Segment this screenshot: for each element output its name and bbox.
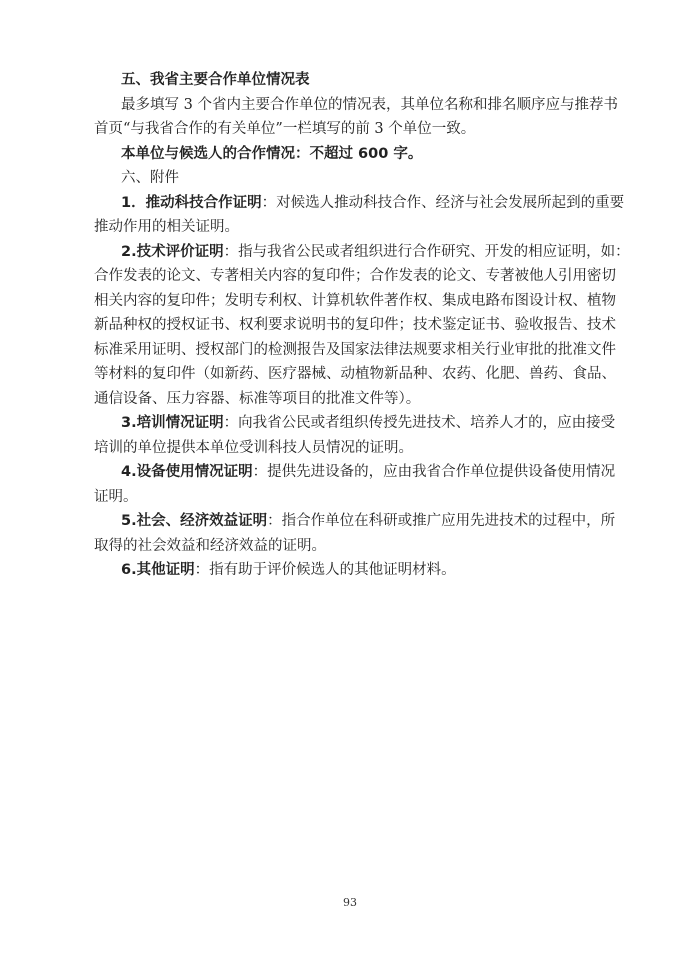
page-content [94,68,630,583]
cooperation-note: 本单位与候选人的合作情况：不超过 600 字。 [121,145,423,162]
attachment-item-text: 新品种权的授权证书、权利要求说明书的复印件；技术鉴定证书、验收报告、技术 [94,317,616,333]
attachment-item [94,240,630,265]
attachment-item-text: 通信设备、压力容器、标准等项目的批准文件等）。 [94,390,421,407]
attachment-item-title: 5.社会、经济效益证明 [121,513,268,529]
attachment-item-text: ：提供先进设备的，应由我省合作单位提供设备使用情况 [252,464,616,480]
attachment-item-title: 3.培训情况证明 [121,415,224,431]
attachment-item-text: ：指合作单位在科研或推广应用先进技术的过程中，所 [267,513,616,529]
attachment-item-text: 培训的单位提供本单位受训科技人员情况的证明。 [94,439,413,456]
attachment-item-text: 合作发表的论文、专著相关内容的复印件；合作发表的论文、专著被他人引用密切 [94,268,616,284]
attachment-item [94,558,614,583]
attachment-item-text: ：指与我省公民或者组织进行合作研究、开发的相应证明，如： [223,243,630,260]
attachment-item [94,411,614,436]
page-number: 93 [343,896,357,909]
section-five-heading: 五、我省主要合作单位情况表 [121,72,310,88]
attachment-item-text: 证明。 [94,488,138,505]
attachment-item-text: 标准采用证明、授权部门的检测报告及国家法律法规要求相关行业审批的批准文件 [94,341,616,358]
attachment-item [94,509,614,534]
attachment-item-text: 取得的社会效益和经济效益的证明。 [94,537,326,554]
attachment-item-text: 等材料的复印件（如新药、医疗器械、动植物新品种、农药、化肥、兽药、食品、 [94,366,616,382]
attachment-item-title: 4.设备使用情况证明 [121,464,253,480]
attachment-item-title: 6.其他证明 [121,562,195,578]
attachment-item [94,191,625,216]
attachment-item-text: ：指有助于评价候选人的其他证明材料。 [194,562,456,578]
attachment-item-text: ：向我省公民或者组织传授先进技术、培养人才的，应由接受 [223,415,616,431]
section-six-heading: 六、附件 [121,170,179,186]
attachment-item-title: 1．推动科技合作证明 [121,194,262,211]
section-five-paragraph-line: 首页“与我省合作的有关单位”一栏填写的前 3 个单位一致。 [94,121,476,137]
attachment-item-text: 推动作用的相关证明。 [94,219,239,235]
section-five-paragraph-line: 最多填写 3 个省内主要合作单位的情况表，其单位名称和排名顺序应与推荐书 [121,96,618,113]
attachment-item-title: 2.技术评价证明 [121,243,224,260]
attachment-item [94,460,614,485]
attachment-item-text: ：对候选人推动科技合作、经济与社会发展所起到的重要 [261,194,625,211]
attachment-item-text: 相关内容的复印件；发明专利权、计算机软件著作权、集成电路布图设计权、植物 [94,292,616,309]
